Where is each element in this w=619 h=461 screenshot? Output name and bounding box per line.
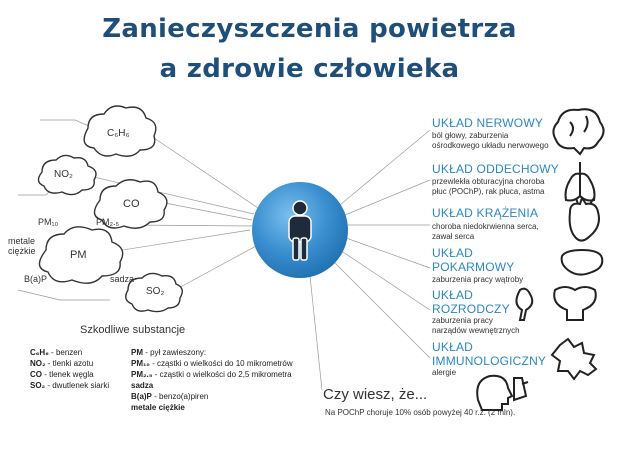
legend-left-2: CO - tlenek węgla (30, 370, 94, 379)
label-soot: sadza (110, 274, 135, 284)
label-pm10: PM₁₀ (38, 217, 59, 227)
system-nervous-desc-2: ośrodkowego układu nerwowego (432, 141, 549, 150)
legend-right-2: PM₂.₅ - cząstki o wielkości do 2,5 mikrometra (131, 370, 292, 379)
system-circulatory-title: UKŁAD KRĄŻENIA (432, 206, 539, 220)
system-respiratory-desc-1: przewlekła obturacyjna choroba (432, 177, 545, 186)
legend-right-5: metale ciężkie (131, 403, 185, 412)
system-immune-title: UKŁAD IMMUNOLOGICZNY (432, 340, 547, 368)
fact-text: Na POChP choruje 10% osób powyżej 40 r.ż. (2 mln). (325, 408, 516, 417)
label-co: CO (123, 198, 140, 210)
system-immune-desc-1: alergie (432, 368, 457, 377)
immune-icon (552, 339, 596, 379)
legend-left-0: C₆H₆ - benzen (30, 348, 83, 357)
system-respiratory-desc-2: płuc (POChP), rak płuca, astma (432, 187, 545, 196)
reproductive-icon (516, 287, 595, 320)
label-metals: metale ciężkie (8, 236, 36, 256)
label-pm: PM (70, 249, 87, 261)
heart-icon (570, 198, 599, 241)
system-nervous-title: UKŁAD NERWOWY (432, 116, 544, 130)
lungs-icon (566, 162, 595, 201)
system-respiratory-title: UKŁAD ODDECHOWY (432, 162, 560, 176)
legend-heading: Szkodliwe substancje (80, 324, 186, 336)
label-pm25: PM₂.₅ (96, 217, 120, 227)
system-circulatory-desc-2: zawał serca (432, 232, 475, 241)
system-digestive-desc-1: zaburzenia pracy wątroby (432, 275, 524, 284)
system-circulatory-desc-1: choroba niedokrwienna serca, (432, 222, 539, 231)
title-line-1: Zanieczyszczenia powietrza (102, 14, 517, 44)
label-no2: NO₂ (54, 169, 73, 180)
legend-right-4: B(a)P - benzo(a)piren (131, 392, 209, 401)
fact-title: Czy wiesz, że... (323, 386, 428, 403)
system-nervous-desc-1: ból głowy, zaburzenia (432, 131, 509, 140)
legend-right-1: PM₁₀ - cząstki o wielkości do 10 mikrometrów (131, 359, 293, 368)
inhaler-icon (514, 378, 528, 400)
system-reproductive-desc-2: narządów wewnętrznych (432, 326, 520, 335)
label-bap: B(a)P (24, 274, 48, 284)
legend-left-1: NO₂ - tlenki azotu (30, 359, 94, 368)
brain-icon (553, 109, 603, 154)
legend-right-0: PM - pył zawieszony: (131, 348, 207, 357)
legend-right-3: sadza (131, 381, 154, 390)
system-reproductive-desc-1: zaburzenia pracy (432, 316, 493, 325)
label-so2: SO₂ (146, 286, 165, 297)
liver-icon (562, 250, 603, 275)
system-reproductive-title: UKŁAD ROZRODCZY (432, 288, 510, 316)
title-line-2: a zdrowie człowieka (159, 54, 460, 84)
legend-left-3: SO₂ - dwutlenek siarki (30, 381, 110, 390)
system-digestive-title: UKŁAD POKARMOWY (432, 246, 515, 274)
head-icon (477, 376, 512, 410)
label-c6h6: C₆H₆ (107, 128, 130, 139)
